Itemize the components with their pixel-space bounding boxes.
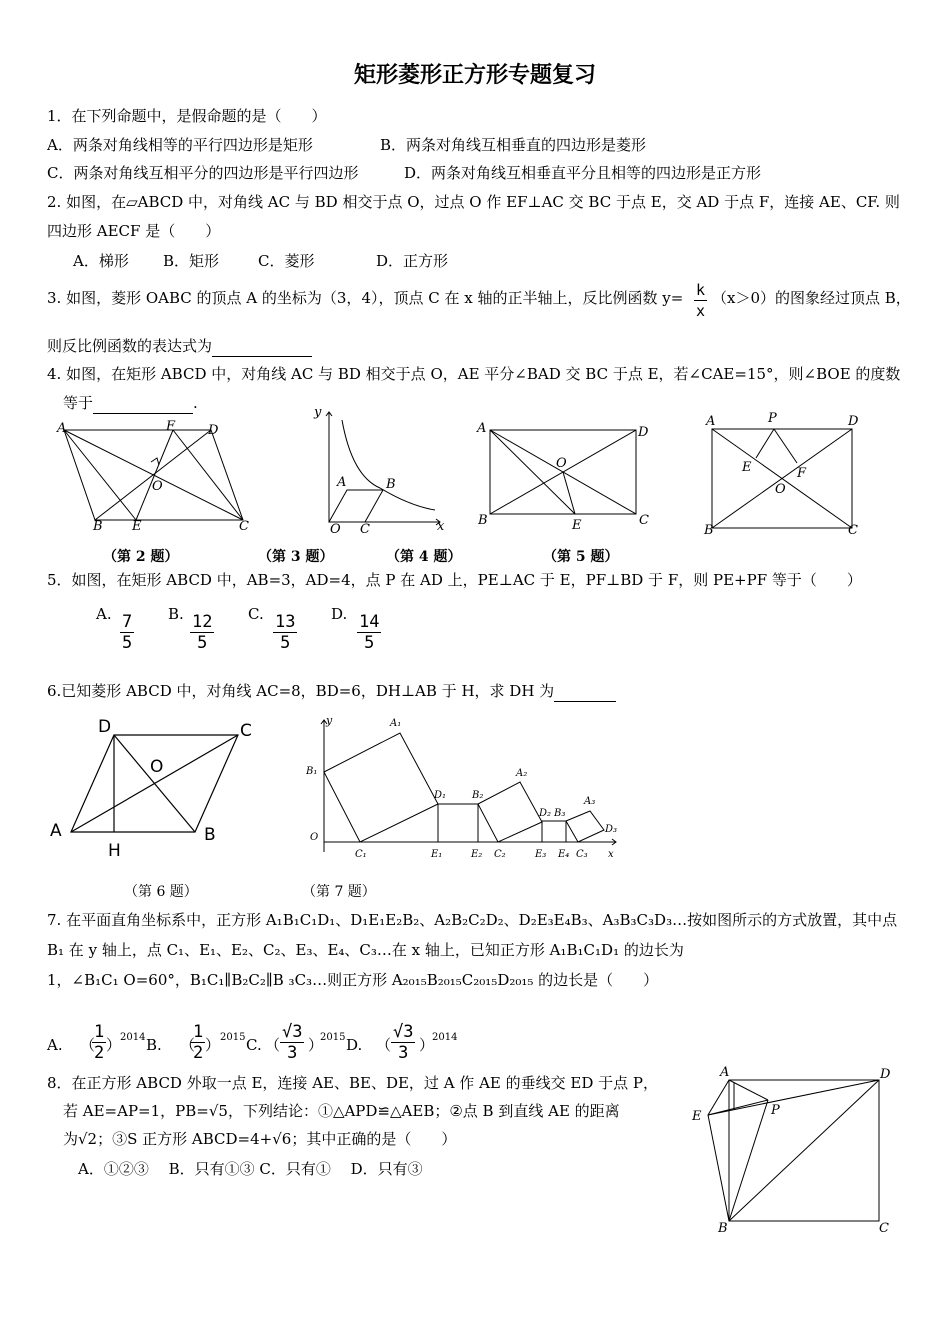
q5-option-a-fraction <box>120 612 134 653</box>
q5-option-b-label: B. <box>168 605 184 623</box>
q3-k-over-x <box>694 280 707 321</box>
q7-option-c-label: C. <box>246 1036 262 1054</box>
q3-numerator: k <box>696 281 706 299</box>
q7-c-exponent: 2015 <box>320 1032 346 1043</box>
f2-label-c: C <box>239 519 249 534</box>
q1-option-c: C．两条对角线互相平分的四边形是平行四边形 <box>47 164 359 182</box>
q4-line2-text: 等于 <box>63 394 94 412</box>
f7-label-b2: B₂ <box>472 790 484 801</box>
q4-answer-blank <box>93 393 193 414</box>
figure-q4 <box>474 416 654 536</box>
caption-q3: （第 3 题） <box>258 549 334 565</box>
q6-answer-blank <box>554 681 616 702</box>
q7-d-num: √3 <box>393 1022 414 1042</box>
f7-label-d2: D₂ <box>539 808 552 819</box>
q7-option-d-fraction <box>391 1022 415 1063</box>
q5-option-a-label: A. <box>96 605 112 623</box>
q5-option-c-fraction <box>273 612 297 653</box>
f2-label-d: D <box>208 423 219 438</box>
q3-line2-text: 则反比例函数的表达式为 <box>47 337 213 355</box>
q5-d-num: 14 <box>359 612 380 632</box>
q7-b-exponent: 2015 <box>220 1032 246 1043</box>
q3-denominator: x <box>696 302 706 320</box>
f7-label-e2: E₂ <box>471 849 483 860</box>
page-title: 矩形菱形正方形专题复习 <box>353 63 596 88</box>
q7-option-b-label: B. <box>146 1036 162 1054</box>
f7-label-a3: A₃ <box>584 796 596 807</box>
q5-c-num: 13 <box>275 612 296 632</box>
q7-option-a-label: A. <box>47 1036 63 1054</box>
q7-a-paren-close: ） <box>106 1036 122 1054</box>
q7-a-num: 1 <box>94 1022 105 1042</box>
f7-label-c3: C₃ <box>576 849 588 860</box>
f8-label-a: A <box>720 1065 730 1080</box>
q3-line2 <box>47 336 312 357</box>
q1-stem: 1．在下列命题中，是假命题的是（ ） <box>47 107 327 125</box>
q1-option-b: B．两条对角线互相垂直的四边形是菱形 <box>380 136 647 154</box>
f4-label-b: B <box>478 513 488 528</box>
q7-b-den: 2 <box>193 1043 204 1063</box>
f7-label-e1: E₁ <box>431 849 443 860</box>
q7-c-paren-open: （ <box>265 1036 281 1054</box>
q2-option-d: D．正方形 <box>376 252 449 270</box>
q8-line3: 为√2；③S 正方形 ABCD=4+√6；其中正确的是（ ） <box>63 1130 457 1148</box>
q4-line2 <box>63 393 198 414</box>
f7-label-o: O <box>310 832 319 843</box>
figure-q6 <box>44 714 264 864</box>
q7-b-num: 1 <box>193 1022 204 1042</box>
q7-c-den: 3 <box>287 1043 298 1063</box>
caption-q6: （第 6 题） <box>124 884 198 900</box>
f7-label-c1: C₁ <box>355 849 367 860</box>
f4-label-o: O <box>556 456 567 471</box>
f6-label-h: H <box>108 841 121 861</box>
q3-stem-post: （x＞0）的图象经过顶点 B， <box>712 289 911 307</box>
f7-label-c2: C₂ <box>494 849 506 860</box>
f5-label-a: A <box>706 414 716 429</box>
f8-label-e: E <box>692 1109 702 1124</box>
f2-label-o: O <box>152 479 163 494</box>
f7-label-d1: D₁ <box>434 790 447 801</box>
q7-b-paren-open: （ <box>180 1036 196 1054</box>
f8-label-p: P <box>771 1103 780 1118</box>
figure-q5 <box>702 407 872 537</box>
figure-q8 <box>688 1062 908 1242</box>
f8-label-c: C <box>879 1221 889 1236</box>
f2-label-a: A <box>57 421 67 436</box>
q7-d-paren-close: ） <box>419 1036 435 1054</box>
q5-option-b-fraction <box>190 612 214 653</box>
f7-label-a2: A₂ <box>516 768 528 779</box>
q5-option-d-fraction <box>357 612 381 653</box>
q5-d-den: 5 <box>364 633 375 653</box>
q7-line3: 1，∠B₁C₁ O=60°，B₁C₁∥B₂C₂∥B ₃C₃…则正方形 A₂₀₁₅B₂₀₁₅C₂₀₁₅D₂₀₁₅ 的边长是（ ） <box>47 971 659 989</box>
f2-label-b: B <box>93 519 103 534</box>
f7-label-b3: B₃ <box>554 808 566 819</box>
f4-label-c: C <box>639 513 649 528</box>
f4-label-d: D <box>638 425 649 440</box>
q3-answer-blank <box>212 336 312 357</box>
q3-stem-pre: 3. 如图，菱形 OABC 的顶点 A 的坐标为（3，4），顶点 C 在 x 轴的正半轴上，反比例函数 y= <box>47 289 684 307</box>
q6-stem <box>47 681 616 702</box>
q8-options: A．①②③ B．只有①③ C．只有① D．只有③ <box>78 1160 423 1178</box>
caption-q4: （第 4 题） <box>386 549 462 565</box>
q7-d-den: 3 <box>398 1043 409 1063</box>
q1-option-d: D．两条对角线互相垂直平分且相等的四边形是正方形 <box>404 164 762 182</box>
f5-label-f: F <box>797 466 807 481</box>
f7-label-b1: B₁ <box>306 766 318 777</box>
f6-label-b: B <box>204 825 216 845</box>
f3-label-o: O <box>330 522 341 537</box>
q7-d-paren-open: （ <box>376 1036 392 1054</box>
q7-line1: 7. 在平面直角坐标系中，正方形 A₁B₁C₁D₁、D₁E₁E₂B₂、A₂B₂C₂D₂、D₂E₃E₄B₃、A₃B₃C₃D₃…按如图所示的方式放置，其中点 <box>47 911 898 929</box>
q5-b-num: 12 <box>192 612 213 632</box>
caption-q5: （第 5 题） <box>543 549 619 565</box>
figure-q7 <box>300 712 620 872</box>
q7-option-d-label: D. <box>346 1036 363 1054</box>
f5-label-e: E <box>742 460 752 475</box>
q5-a-den: 5 <box>122 633 133 653</box>
q1-option-a: A．两条对角线相等的平行四边形是矩形 <box>47 136 313 154</box>
q7-a-paren-open: （ <box>80 1036 96 1054</box>
f3-label-c: C <box>360 522 370 537</box>
q2-option-c: C．菱形 <box>258 252 315 270</box>
f8-label-d: D <box>880 1067 891 1082</box>
f3-label-b: B <box>386 477 396 492</box>
f3-label-y: y <box>314 405 322 420</box>
q8-line2: 若 AE=AP=1，PB=√5，下列结论：①△APD≌△AEB；②点 B 到直线 AE 的距离 <box>63 1102 620 1120</box>
f7-label-d3: D₃ <box>605 824 618 835</box>
q7-c-paren-close: ） <box>308 1036 324 1054</box>
q7-c-num: √3 <box>282 1022 303 1042</box>
q6-stem-text: 6.已知菱形 ABCD 中，对角线 AC=8，BD=6，DH⊥AB 于 H，求 DH 为 <box>47 682 555 700</box>
q2-option-a: A．梯形 <box>73 252 129 270</box>
q5-a-num: 7 <box>122 612 133 632</box>
f4-label-e: E <box>572 518 582 533</box>
q7-a-den: 2 <box>94 1043 105 1063</box>
f7-label-x: x <box>608 849 614 860</box>
q2-line1: 2. 如图，在▱ABCD 中，对角线 AC 与 BD 相交于点 O，过点 O 作 EF⊥AC 交 BC 于点 E，交 AD 于点 F，连接 AE、CF. 则 <box>47 193 900 211</box>
f6-label-d: D <box>98 717 112 737</box>
figure-q2 <box>56 418 256 538</box>
q5-option-d-label: D. <box>331 605 348 623</box>
q7-option-a-fraction <box>92 1022 106 1063</box>
f5-label-o: O <box>775 482 786 497</box>
figure-q3 <box>300 406 450 536</box>
f5-label-p: P <box>768 411 777 426</box>
f7-label-e4: E₄ <box>558 849 570 860</box>
q7-d-exponent: 2014 <box>432 1032 458 1043</box>
f2-label-e: E <box>132 519 142 534</box>
f6-label-c: C <box>240 721 252 741</box>
f7-label-a1: A₁ <box>390 718 402 729</box>
q8-line1: 8．在正方形 ABCD 外取一点 E，连接 AE、BE、DE，过 A 作 AE 的垂线交 ED 于点 P， <box>47 1074 658 1092</box>
f5-label-c: C <box>848 523 858 538</box>
q7-b-paren-close: ） <box>205 1036 221 1054</box>
f6-label-o: O <box>150 757 164 777</box>
f5-label-b: B <box>704 523 714 538</box>
f3-label-a: A <box>337 475 347 490</box>
q7-option-b-fraction <box>191 1022 205 1063</box>
f6-label-a: A <box>50 821 62 841</box>
q4-line2-end: . <box>193 394 198 412</box>
q7-line2: B₁ 在 y 轴上，点 C₁、E₁、E₂、C₂、E₃、E₄、C₃…在 x 轴上，已知正方形 A₁B₁C₁D₁ 的边长为 <box>47 941 684 959</box>
f7-label-y: y <box>326 714 333 727</box>
f5-label-d: D <box>848 414 859 429</box>
f7-label-e3: E₃ <box>535 849 547 860</box>
q5-option-c-label: C. <box>248 605 264 623</box>
q5-c-den: 5 <box>280 633 291 653</box>
q2-line2: 四边形 AECF 是（ ） <box>47 222 221 240</box>
f4-label-a: A <box>477 421 487 436</box>
caption-q7: （第 7 题） <box>302 884 376 900</box>
f3-label-x: x <box>437 519 445 534</box>
q2-option-b: B．矩形 <box>163 252 220 270</box>
f8-label-b: B <box>718 1221 728 1236</box>
f2-label-f: F <box>166 419 176 434</box>
q7-option-c-fraction <box>280 1022 304 1063</box>
caption-q2: （第 2 题） <box>103 549 179 565</box>
q7-a-exponent: 2014 <box>120 1032 146 1043</box>
q5-stem: 5．如图，在矩形 ABCD 中，AB=3，AD=4，点 P 在 AD 上，PE⊥AC 于 E，PF⊥BD 于 F，则 PE+PF 等于（ ） <box>47 571 862 589</box>
q5-b-den: 5 <box>197 633 208 653</box>
q4-line1: 4. 如图，在矩形 ABCD 中，对角线 AC 与 BD 相交于点 O，AE 平分∠BAD 交 BC 于点 E，若∠CAE=15°，则∠BOE 的度数 <box>47 365 901 383</box>
